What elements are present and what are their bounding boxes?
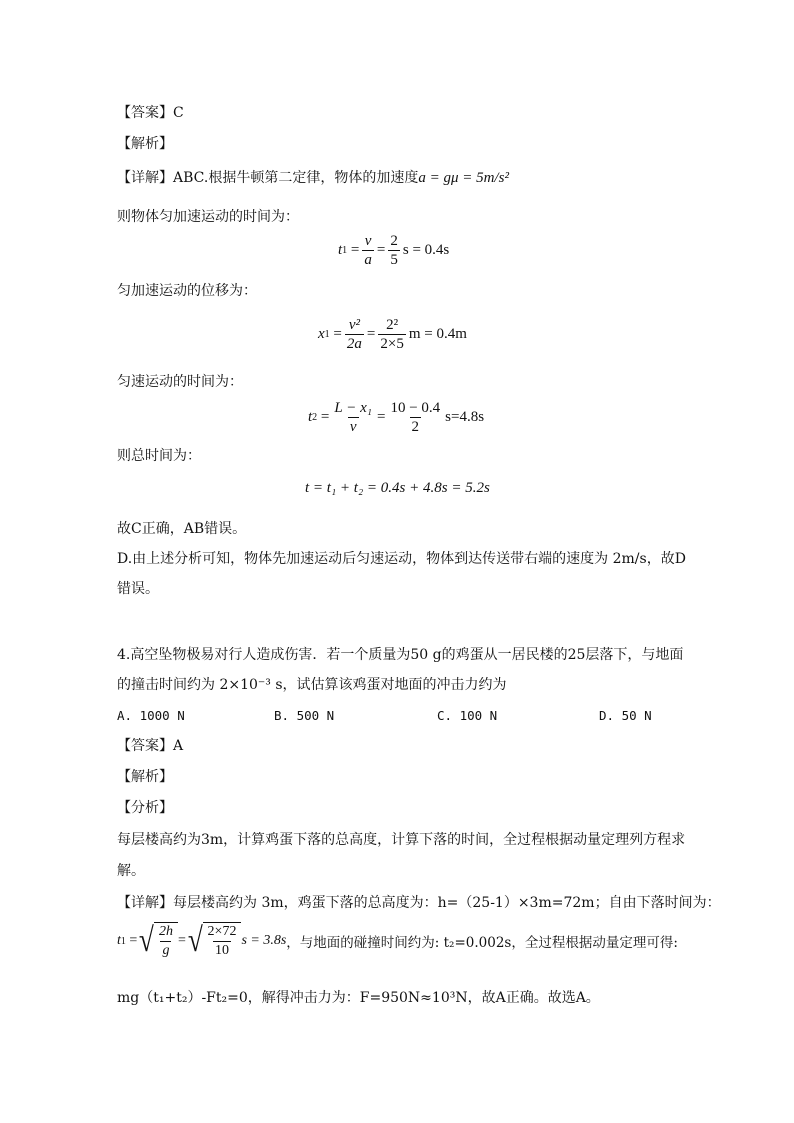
eq-var: t xyxy=(117,933,121,948)
option-d: D. 50 N xyxy=(599,708,652,723)
answer-label-2: 【答案】A xyxy=(117,738,184,754)
frac-den: g xyxy=(162,943,170,958)
fenxi-line-2: 解。 xyxy=(117,863,145,879)
eq-tail: s=4.8s xyxy=(445,409,485,425)
detail-2-line-1: 【详解】每层楼高约为 3m，鸡蛋下落的总高度为：h=（25-1）×3m=72m；自由下落时间为： xyxy=(117,895,721,911)
frac-num: 2² xyxy=(386,317,399,333)
frac-den: 2 xyxy=(411,419,420,435)
fraction xyxy=(378,316,405,353)
answer-label: 【答案】C xyxy=(117,105,184,121)
eq-sub: 1 xyxy=(342,245,348,256)
option-c: C. 100 N xyxy=(437,708,498,723)
eq-tail: s = 3.8s xyxy=(241,933,287,948)
frac-den: 10 xyxy=(215,943,229,958)
analysis-label: 【解析】 xyxy=(117,136,173,152)
frac-num: v² xyxy=(348,317,360,333)
sqrt: √ $\frac{2h}{g}$ xyxy=(137,922,178,960)
eq-sub: 1 xyxy=(120,935,126,947)
eq-var: t xyxy=(308,409,313,425)
detail-2-line-3: mg（t₁+t₂）-Ft₂=0，解得冲击力为：F=950N≈10³N，故A正确。故选A。 xyxy=(117,990,600,1006)
equation-free-fall: t 1 = √ $\frac{2h}{g}$ = √ $\frac{2\times 72}{10}$ s = 3.8s ，与地面的碰撞时间约为: t₂=0.002s，全过程根据动量定理可得: xyxy=(117,922,678,959)
eq-var: t xyxy=(338,242,343,258)
fenxi-line-1: 每层楼高约为3m，计算鸡蛋下落的总高度，计算下落的时间，全过程根据动量定理列方程求 xyxy=(117,832,686,848)
d-line-2: 错误。 xyxy=(117,581,159,597)
t2-label: 匀速运动的时间为： xyxy=(117,374,243,390)
frac-den: 2×5 xyxy=(380,336,404,352)
eq-tail: m = 0.4m xyxy=(408,326,467,342)
sqrt: √ $\frac{2\times 72}{10}$ xyxy=(186,922,242,960)
frac-den: a xyxy=(364,252,372,268)
option-a: A. 1000 N xyxy=(117,708,185,723)
equation-t2: t 2 = $\frac{\text{L − x₁}}{v}$ = $\frac{10 - 0.4}{2}$ s=4.8s xyxy=(308,400,485,435)
conclusion: 故C正确，AB错误。 xyxy=(117,521,247,537)
x1-label: 匀加速运动的位移为： xyxy=(117,283,257,299)
question-4-line-2: 的撞击时间约为 2×10⁻³ s，试估算该鸡蛋对地面的冲击力约为 xyxy=(117,677,507,693)
detail-line xyxy=(117,169,509,187)
frac-num: v xyxy=(364,233,372,249)
question-4-line-1: 4.高空坠物极易对行人造成伤害．若一个质量为50 g的鸡蛋从一居民楼的25层落下，与地面 xyxy=(117,647,684,663)
fraction xyxy=(388,232,400,269)
analysis-label-2: 【解析】 xyxy=(117,769,173,785)
frac-den: 5 xyxy=(390,252,398,268)
eq-tail: s = 0.4s xyxy=(402,242,450,258)
frac-num: 2h xyxy=(158,924,173,939)
option-b: B. 500 N xyxy=(274,708,335,723)
frac-num: 2×72 xyxy=(207,924,237,939)
t1-label: 则物体匀加速运动的时间为： xyxy=(117,209,299,225)
eq-sub: 2 xyxy=(312,412,318,423)
total-label: 则总时间为： xyxy=(117,448,201,464)
eq-sub: 1 xyxy=(324,329,330,340)
frac-num: 10 − 0.4 xyxy=(390,400,441,416)
frac-den: 2a xyxy=(346,336,362,352)
detail-text: 【详解】ABC.根据牛顿第二定律，物体的加速度 xyxy=(117,170,419,186)
fraction xyxy=(332,399,374,436)
equation-t1: t 1 = $\frac{v}{a}$ = $\frac{2}{5}$ s = 0.4s xyxy=(338,233,450,268)
d-line-1: D.由上述分析可知，物体先加速运动后匀速运动，物体到达传送带右端的速度为 2m/s，故D xyxy=(117,551,686,567)
fenxi-label: 【分析】 xyxy=(117,800,173,816)
eq-total-text: t = t₁ + t₂ = 0.4s + 4.8s = 5.2s xyxy=(305,480,490,496)
fraction xyxy=(388,399,442,436)
frac-den: v xyxy=(349,419,357,435)
eq-var: x xyxy=(318,326,325,342)
fraction xyxy=(362,232,374,269)
equation-total xyxy=(305,480,490,497)
fraction xyxy=(345,316,364,353)
detail-2-line-2-tail: ，与地面的碰撞时间约为: t₂=0.002s，全过程根据动量定理可得: xyxy=(286,935,678,951)
equation-x1: x 1 = $\frac{\text{v²}}{2a}$ = $\frac{\text{2²}}{2\times 5}$ m = 0.4m xyxy=(318,317,467,352)
acceleration-formula: a = gμ = 5m/s² xyxy=(418,170,509,186)
frac-num: 2 xyxy=(390,233,398,249)
frac-num: L − x₁ xyxy=(334,400,372,416)
